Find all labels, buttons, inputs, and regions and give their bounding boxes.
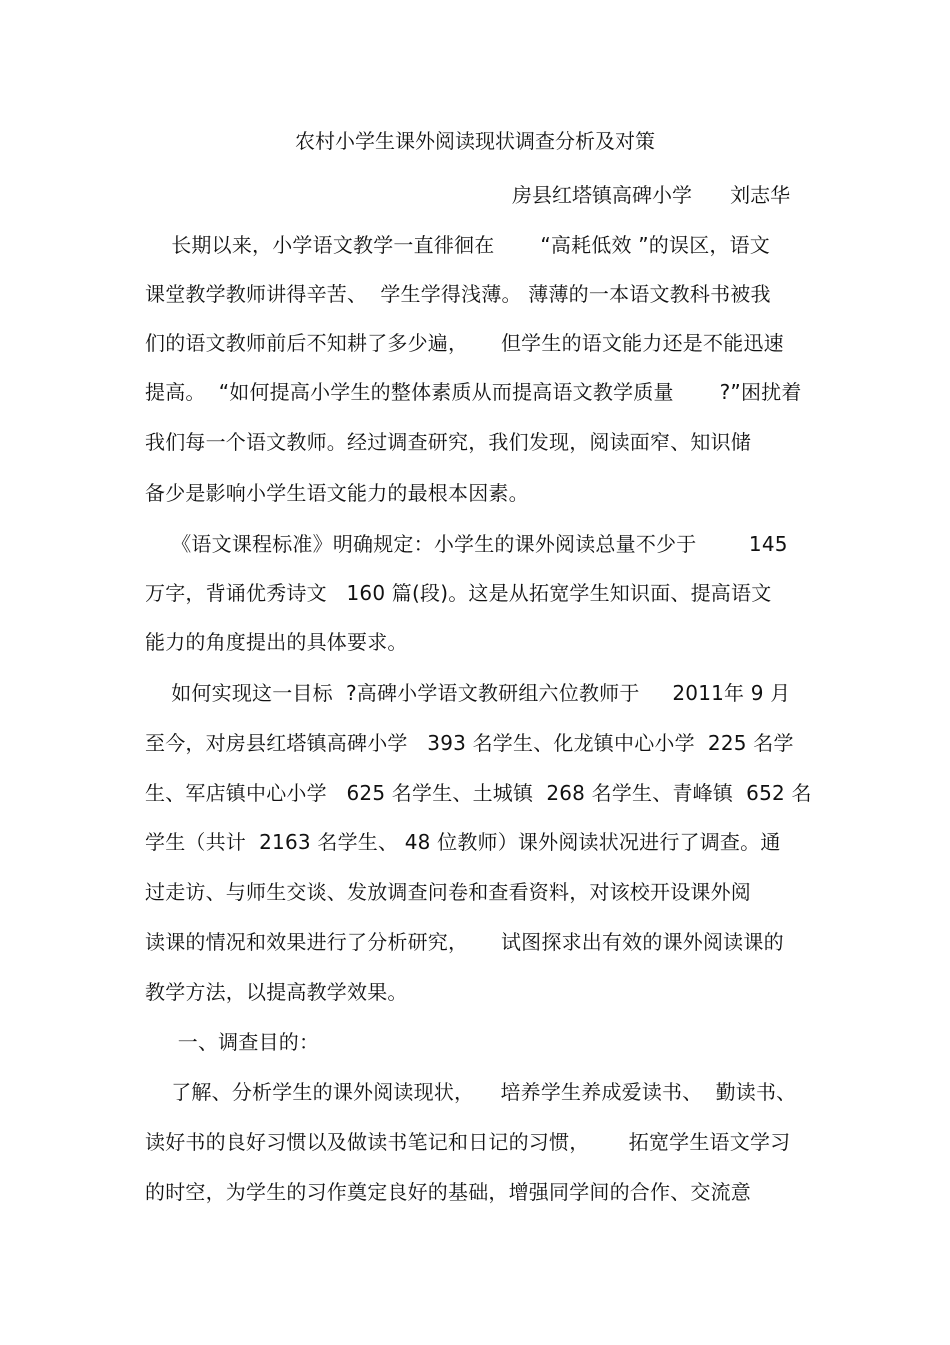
body-line: 学生（共计 2163 名学生、 48 位教师）课外阅读状况进行了调查。通 xyxy=(145,830,781,854)
body-line: 万字，背诵优秀诗文 160 篇(段)。这是从拓宽学生知识面、提高语文 xyxy=(145,581,772,605)
body-line: 读好书的良好习惯以及做读书笔记和日记的习惯， 拓宽学生语文学习 xyxy=(145,1130,791,1154)
body-line: 们的语文教师前后不知耕了多少遍， 但学生的语文能力还是不能迅速 xyxy=(145,331,784,355)
body-line: 读课的情况和效果进行了分析研究， 试图探求出有效的课外阅读课的 xyxy=(145,930,784,954)
body-line: 至今，对房县红塔镇高碑小学 393 名学生、化龙镇中心小学 225 名学 xyxy=(145,731,794,755)
document-title: 农村小学生课外阅读现状调查分析及对策 xyxy=(295,129,655,153)
body-line: 过走访、与师生交谈、发放调查问卷和查看资料，对该校开设课外阅 xyxy=(145,880,751,904)
body-line: 了解、分析学生的课外阅读现状， 培养学生养成爱读书、 勤读书、 xyxy=(145,1080,797,1104)
body-line: 提高。 “如何提高小学生的整体素质从而提高语文教学质量 ?”困扰着 xyxy=(145,380,802,404)
body-line: 我们每一个语文教师。经过调查研究，我们发现，阅读面窄、知识储 xyxy=(145,430,751,454)
body-line: 教学方法，以提高教学效果。 xyxy=(145,980,408,1004)
body-line: 生、军店镇中心小学 625 名学生、土城镇 268 名学生、青峰镇 652 名 xyxy=(145,781,812,805)
body-line: 如何实现这一目标 ?高碑小学语文教研组六位教师于 2011年 9 月 xyxy=(145,681,791,705)
body-line: 备少是影响小学生语文能力的最根本因素。 xyxy=(145,481,529,505)
author-line: 房县红塔镇高碑小学 刘志华 xyxy=(512,183,791,207)
body-line: 能力的角度提出的具体要求。 xyxy=(145,630,408,654)
body-line: 《语文课程标准》明确规定：小学生的课外阅读总量不少于 145 xyxy=(145,532,788,556)
body-line: 的时空，为学生的习作奠定良好的基础，增强同学间的合作、交流意 xyxy=(145,1180,751,1204)
body-line: 长期以来，小学语文教学一直徘徊在 “高耗低效 ”的误区，语文 xyxy=(145,233,771,257)
section-heading: 一、调查目的： xyxy=(145,1030,320,1054)
body-line: 课堂教学教师讲得辛苦、 学生学得浅薄。 薄薄的一本语文教科书被我 xyxy=(145,282,771,306)
